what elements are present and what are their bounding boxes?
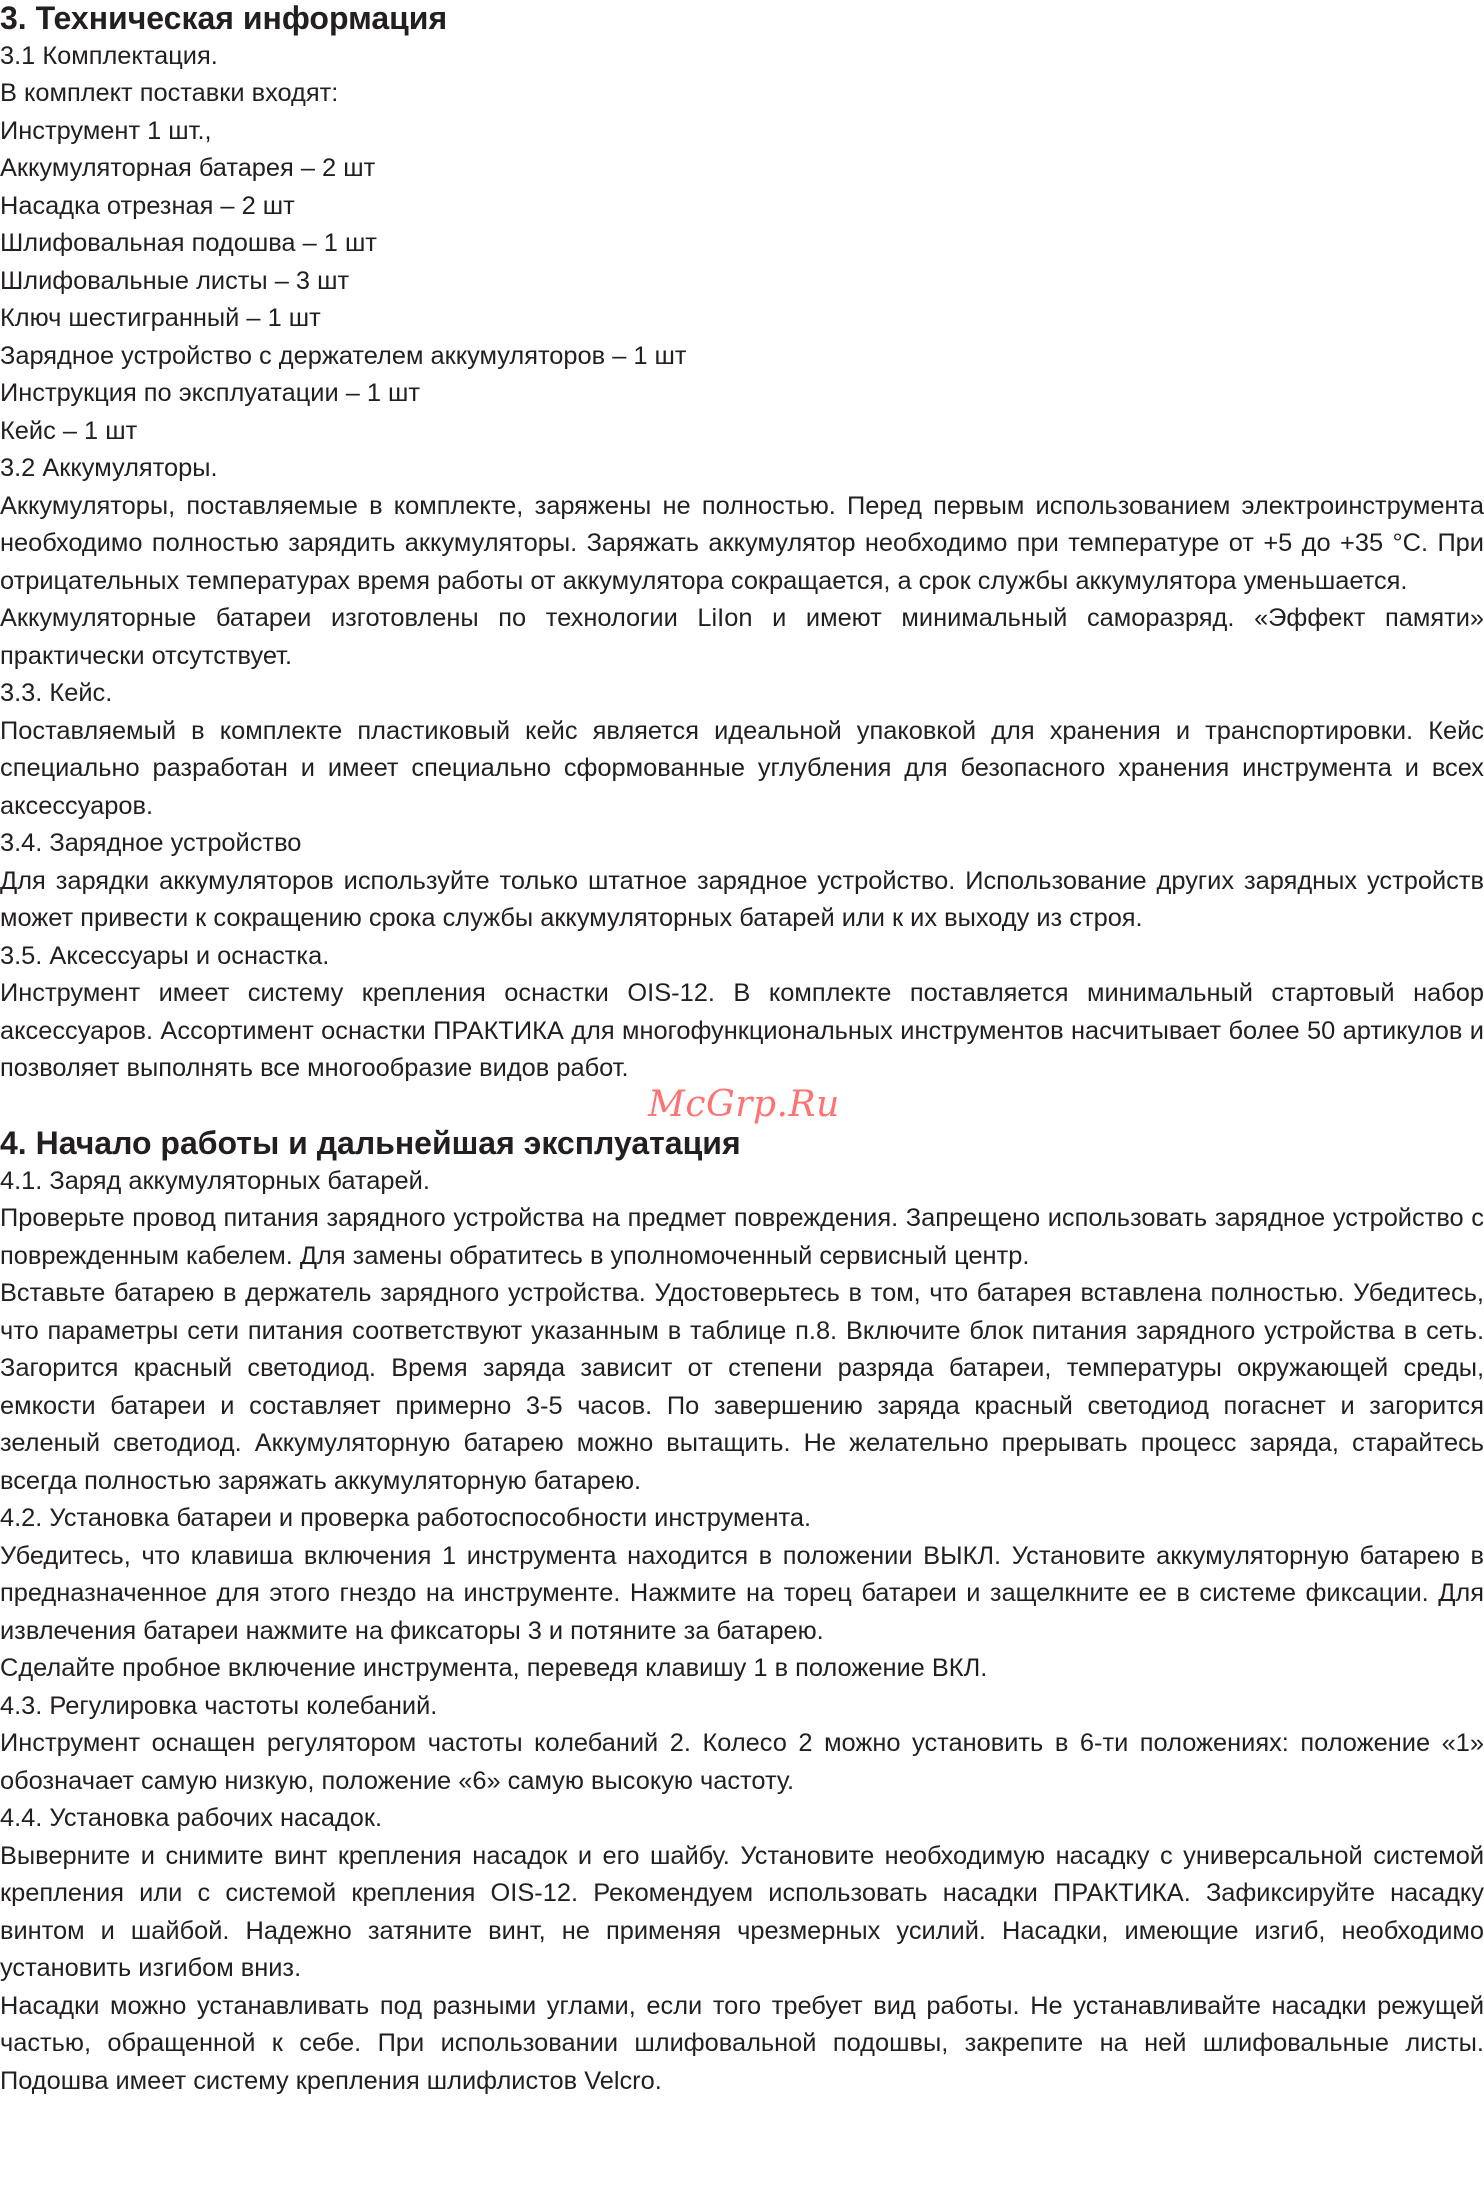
list-item: Инструмент 1 шт., <box>0 116 212 145</box>
list-item: Насадка отрезная – 2 шт <box>0 191 295 220</box>
charge-paragraph-2: Вставьте батарею в держатель зарядного устройства. Удостоверьтесь в том, что батарея вставлена полностью. Убедитесь, что параметры сети питания соответствуют указанным в таблице п.8. Включите блок питания зарядного устройства в сеть. Загорится красный светодиод. Время заряда зависит от степени разряда батареи, температуры окружающей среды, емкости батареи и составляет примерно 3-5 часов. По завершению заряда красный светодиод погаснет и загорится зеленый светодиод. Аккумуляторную батарею можно вытащить. Не желательно прерывать процесс заряда, старайтесь всегда полностью заряжать аккумуляторную батарею. <box>0 1279 1484 1495</box>
batteries-paragraph-2: Аккумуляторные батареи изготовлены по технологии LiIon и имеют минимальный саморазряд. «Эффект памяти» практически отсутствует. <box>0 604 1484 670</box>
list-item: Зарядное устройство с держателем аккумуляторов – 1 шт <box>0 341 687 370</box>
install-paragraph-1: Убедитесь, что клавиша включения 1 инструмента находится в положении ВЫКЛ. Установите аккумуляторную батарею в предназначенное для этого гнездо на инструменте. Нажмите на торец батареи и защелкните ее в системе фиксации. Для извлечения батареи нажмите на фиксаторы 3 и потяните за батарею. <box>0 1541 1484 1645</box>
case-subheading: 3.3. Кейс. <box>0 679 113 707</box>
list-item: Кейс – 1 шт <box>0 416 138 445</box>
accessories-subheading: 3.5. Аксессуары и оснастка. <box>0 941 330 970</box>
complect-list <box>0 113 1484 451</box>
batteries-paragraph-1: Аккумуляторы, поставляемые в комплекте, заряжены не полностью. Перед первым использованием электроинструмента необходимо полностью зарядить аккумуляторы. Заряжать аккумулятор необходимо при температуре от +5 до +35 °C. При отрицательных температурах время работы от аккумулятора сокращается, а срок службы аккумулятора уменьшается. <box>0 491 1484 595</box>
charger-paragraph: Для зарядки аккумуляторов используйте только штатное зарядное устройство. Использование других зарядных устройств может привести к сокращению срока службы аккумуляторных батарей или к их выходу из строя. <box>0 866 1484 932</box>
tools-subheading: 4.4. Установка рабочих насадок. <box>0 1804 383 1832</box>
list-item: Шлифовальные листы – 3 шт <box>0 266 350 295</box>
install-paragraph-2: Сделайте пробное включение инструмента, переведя клавишу 1 в положение ВКЛ. <box>0 1654 988 1682</box>
complect-intro: В комплект поставки входят: <box>0 79 339 107</box>
frequency-paragraph: Инструмент оснащен регулятором частоты колебаний 2. Колесо 2 можно установить в 6-ти положениях: положение «1» обозначает самую низкую, положение «6» самую высокую частоту. <box>0 1729 1484 1795</box>
list-item: Шлифовальная подошва – 1 шт <box>0 229 377 257</box>
list-item: Ключ шестигранный – 1 шт <box>0 304 321 332</box>
section-3-heading: 3. Техническая информация <box>0 0 448 36</box>
tools-paragraph-2: Насадки можно устанавливать под разными углами, если того требует вид работы. Не устанавливайте насадки режущей частью, обращенной к себе. При использовании шлифовальной подошвы, закрепите на ней шлифовальные листы. Подошва имеет систему крепления шлифлистов Velcro. <box>0 1991 1484 2095</box>
watermark-logo: McGrp.Ru <box>648 1084 840 1125</box>
charge-paragraph-1: Проверьте провод питания зарядного устройства на предмет повреждения. Запрещено использовать зарядное устройство с поврежденным кабелем. Для замены обратитесь в уполномоченный сервисный центр. <box>0 1204 1484 1270</box>
install-subheading: 4.2. Установка батареи и проверка работоспособности инструмента. <box>0 1504 812 1532</box>
list-item: Инструкция по эксплуатации – 1 шт <box>0 379 421 407</box>
tools-paragraph-1: Выверните и снимите винт крепления насадок и его шайбу. Установите необходимую насадку с универсальной системой крепления или с системой крепления OIS-12. Рекомендуем использовать насадки ПРАКТИКА. Зафиксируйте насадку винтом и шайбой. Надежно затяните винт, не применяя чрезмерных усилий. Насадки, имеющие изгиб, необходимо установить изгибом вниз. <box>0 1841 1484 1982</box>
batteries-subheading: 3.2 Аккумуляторы. <box>0 454 218 482</box>
complect-subheading: 3.1 Комплектация. <box>0 41 218 70</box>
charger-subheading: 3.4. Зарядное устройство <box>0 829 302 857</box>
frequency-subheading: 4.3. Регулировка частоты колебаний. <box>0 1691 438 1720</box>
section-4-heading: 4. Начало работы и дальнейшая эксплуатация <box>0 1125 741 1161</box>
case-paragraph: Поставляемый в комплекте пластиковый кейс является идеальной упаковкой для хранения и транспортировки. Кейс специально разработан и имеет специально сформованные углубления для безопасного хранения инструмента и всех аксессуаров. <box>0 716 1484 820</box>
list-item: Аккумуляторная батарея – 2 шт <box>0 154 376 182</box>
accessories-paragraph: Инструмент имеет систему крепления оснастки OIS-12. В комплекте поставляется минимальный стартовый набор аксессуаров. Ассортимент оснастки ПРАКТИКА для многофункциональных инструментов насчитывает более 50 артикулов и позволяет выполнять все многообразие видов работ. <box>0 979 1484 1082</box>
charge-subheading: 4.1. Заряд аккумуляторных батарей. <box>0 1166 430 1195</box>
